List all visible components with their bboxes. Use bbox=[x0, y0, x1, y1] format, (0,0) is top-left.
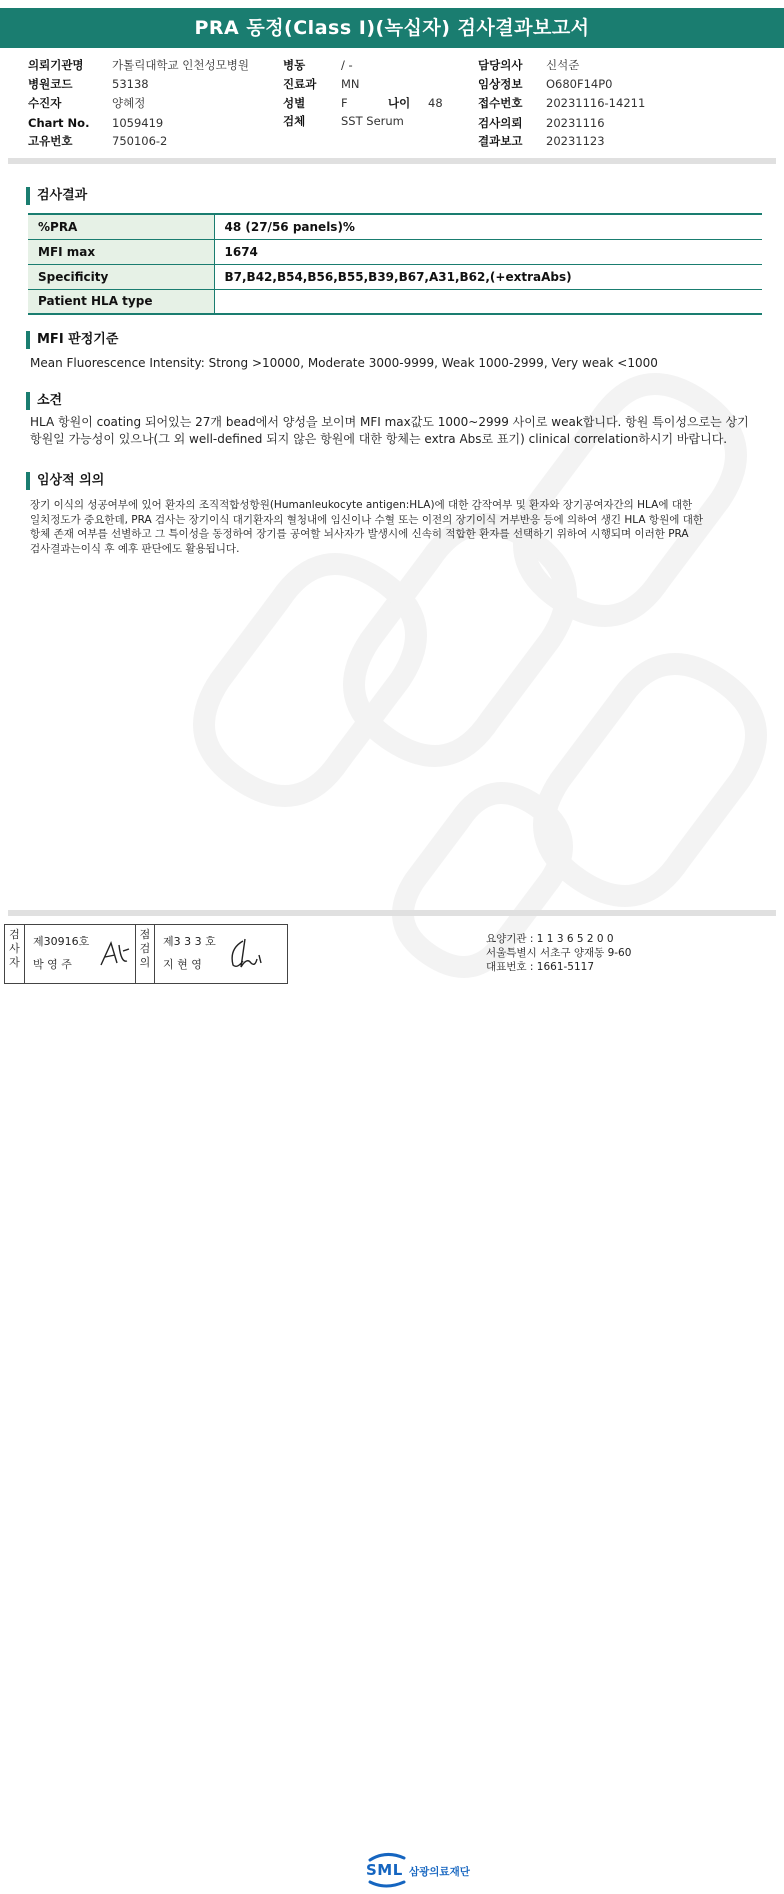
clinical-line: 일치정도가 중요한데, PRA 검사는 장기이식 대기환자의 혈청내에 임신이나 수혈 또는 이전의 장기이식 거부반응 등에 의하여 생긴 HLA 항원에 대한 bbox=[30, 513, 703, 526]
report-title: PRA 동정(Class I)(녹십자) 검사결과보고서 bbox=[0, 8, 784, 48]
table-row bbox=[28, 264, 762, 289]
section-title-clinical: 임상적 의의 bbox=[26, 472, 104, 490]
info-age: 나이 48 bbox=[388, 96, 443, 110]
clinical-line: 장기 이식의 성공여부에 있어 환자의 조직적합성항원(Humanleukocyte antigen:HLA)에 대한 감작여부 및 환자와 장기공여자간의 HLA에 대한 bbox=[30, 499, 693, 511]
info-clinical-info: 임상정보 O680F14P0 bbox=[478, 77, 613, 91]
org-name: 삼광의료재단 bbox=[409, 1866, 470, 1878]
result-value bbox=[214, 289, 762, 314]
info-doctor: 담당의사 신석준 bbox=[478, 58, 580, 72]
clinical-text bbox=[30, 498, 750, 556]
report-footer bbox=[0, 920, 784, 1879]
result-key: Specificity bbox=[28, 264, 214, 289]
info-hospital-code: 병원코드 53138 bbox=[28, 77, 149, 91]
result-value: 1674 bbox=[214, 239, 762, 264]
logo-text: SML bbox=[366, 1861, 403, 1879]
section-title-results: 검사결과 bbox=[26, 187, 87, 205]
examiner-label: 검 사 자 bbox=[5, 925, 25, 983]
divider-top bbox=[8, 158, 776, 164]
result-value: 48 (27/56 panels)% bbox=[214, 214, 762, 239]
examiner-signature-icon bbox=[97, 937, 133, 971]
info-request-date: 검사의뢰 20231116 bbox=[478, 116, 605, 130]
patient-info bbox=[0, 56, 784, 156]
info-receipt-no: 접수번호 20231116-14211 bbox=[478, 96, 646, 110]
results-table bbox=[28, 213, 762, 315]
info-unique-id: 고유번호 750106-2 bbox=[28, 134, 168, 148]
org-info-line: 요양기관 : 1 1 3 6 5 2 0 0 bbox=[486, 933, 614, 945]
signature-box bbox=[4, 924, 288, 984]
inspector-label: 점 검 의 bbox=[135, 925, 155, 983]
info-department: 진료과 MN bbox=[283, 77, 360, 91]
info-sex: 성별 F bbox=[283, 96, 348, 110]
opinion-text bbox=[30, 414, 770, 448]
examiner-name: 박 영 주 bbox=[33, 958, 72, 971]
inspector-license: 제3 3 3 호 bbox=[163, 935, 216, 948]
mfi-criteria-text: Mean Fluorescence Intensity: Strong >10000, Moderate 3000-9999, Weak 1000-2999, Very weak <1000 bbox=[30, 356, 658, 370]
result-value: B7,B42,B54,B56,B55,B39,B67,A31,B62,(+extraAbs) bbox=[214, 264, 762, 289]
clinical-line: 항체 존재 여부를 선별하고 그 특이성을 동정하여 장기를 공여할 뇌사자가 발생시에 신속히 적합한 환자를 선택하기 위하여 시행되며 이러한 PRA bbox=[30, 528, 689, 540]
result-key: %PRA bbox=[28, 214, 214, 239]
info-patient-name: 수진자 양혜정 bbox=[28, 96, 146, 110]
table-row bbox=[28, 239, 762, 264]
divider-bottom bbox=[8, 910, 776, 916]
table-row bbox=[28, 289, 762, 314]
clinical-line: 검사결과는이식 후 예후 판단에도 활용됩니다. bbox=[30, 542, 240, 555]
info-report-date: 결과보고 20231123 bbox=[478, 134, 605, 148]
sml-logo bbox=[366, 1850, 486, 1890]
opinion-line: HLA 항원이 coating 되어있는 27개 bead에서 양성을 보이며 MFI max값도 1000~2999 사이로 weak합니다. 항원 특이성으로는 상기 bbox=[30, 415, 749, 429]
inspector-name: 지 현 영 bbox=[163, 958, 202, 971]
result-key: Patient HLA type bbox=[28, 289, 214, 314]
org-info bbox=[486, 932, 631, 974]
result-key: MFI max bbox=[28, 239, 214, 264]
info-specimen: 검체 SST Serum bbox=[283, 114, 404, 128]
org-info-line: 서울특별시 서초구 양재동 9-60 bbox=[486, 947, 632, 959]
examiner-license: 제30916호 bbox=[33, 935, 90, 948]
inspector-signature-icon bbox=[227, 935, 267, 973]
opinion-line: 항원일 가능성이 있으나(그 외 well-defined 되지 않은 항원에 대한 항체는 extra Abs로 표기) clinical correlation하시기 바랍니다. bbox=[30, 432, 728, 446]
section-title-opinion: 소견 bbox=[26, 392, 62, 410]
info-ward: 병동 / - bbox=[283, 58, 353, 72]
info-chart-no: Chart No. 1059419 bbox=[28, 116, 164, 130]
section-title-mfi: MFI 판정기준 bbox=[26, 331, 118, 349]
info-requesting-institution: 의뢰기관명 가톨릭대학교 인천성모병원 bbox=[28, 58, 249, 72]
table-row bbox=[28, 214, 762, 239]
org-info-line: 대표번호 : 1661-5117 bbox=[486, 961, 595, 973]
